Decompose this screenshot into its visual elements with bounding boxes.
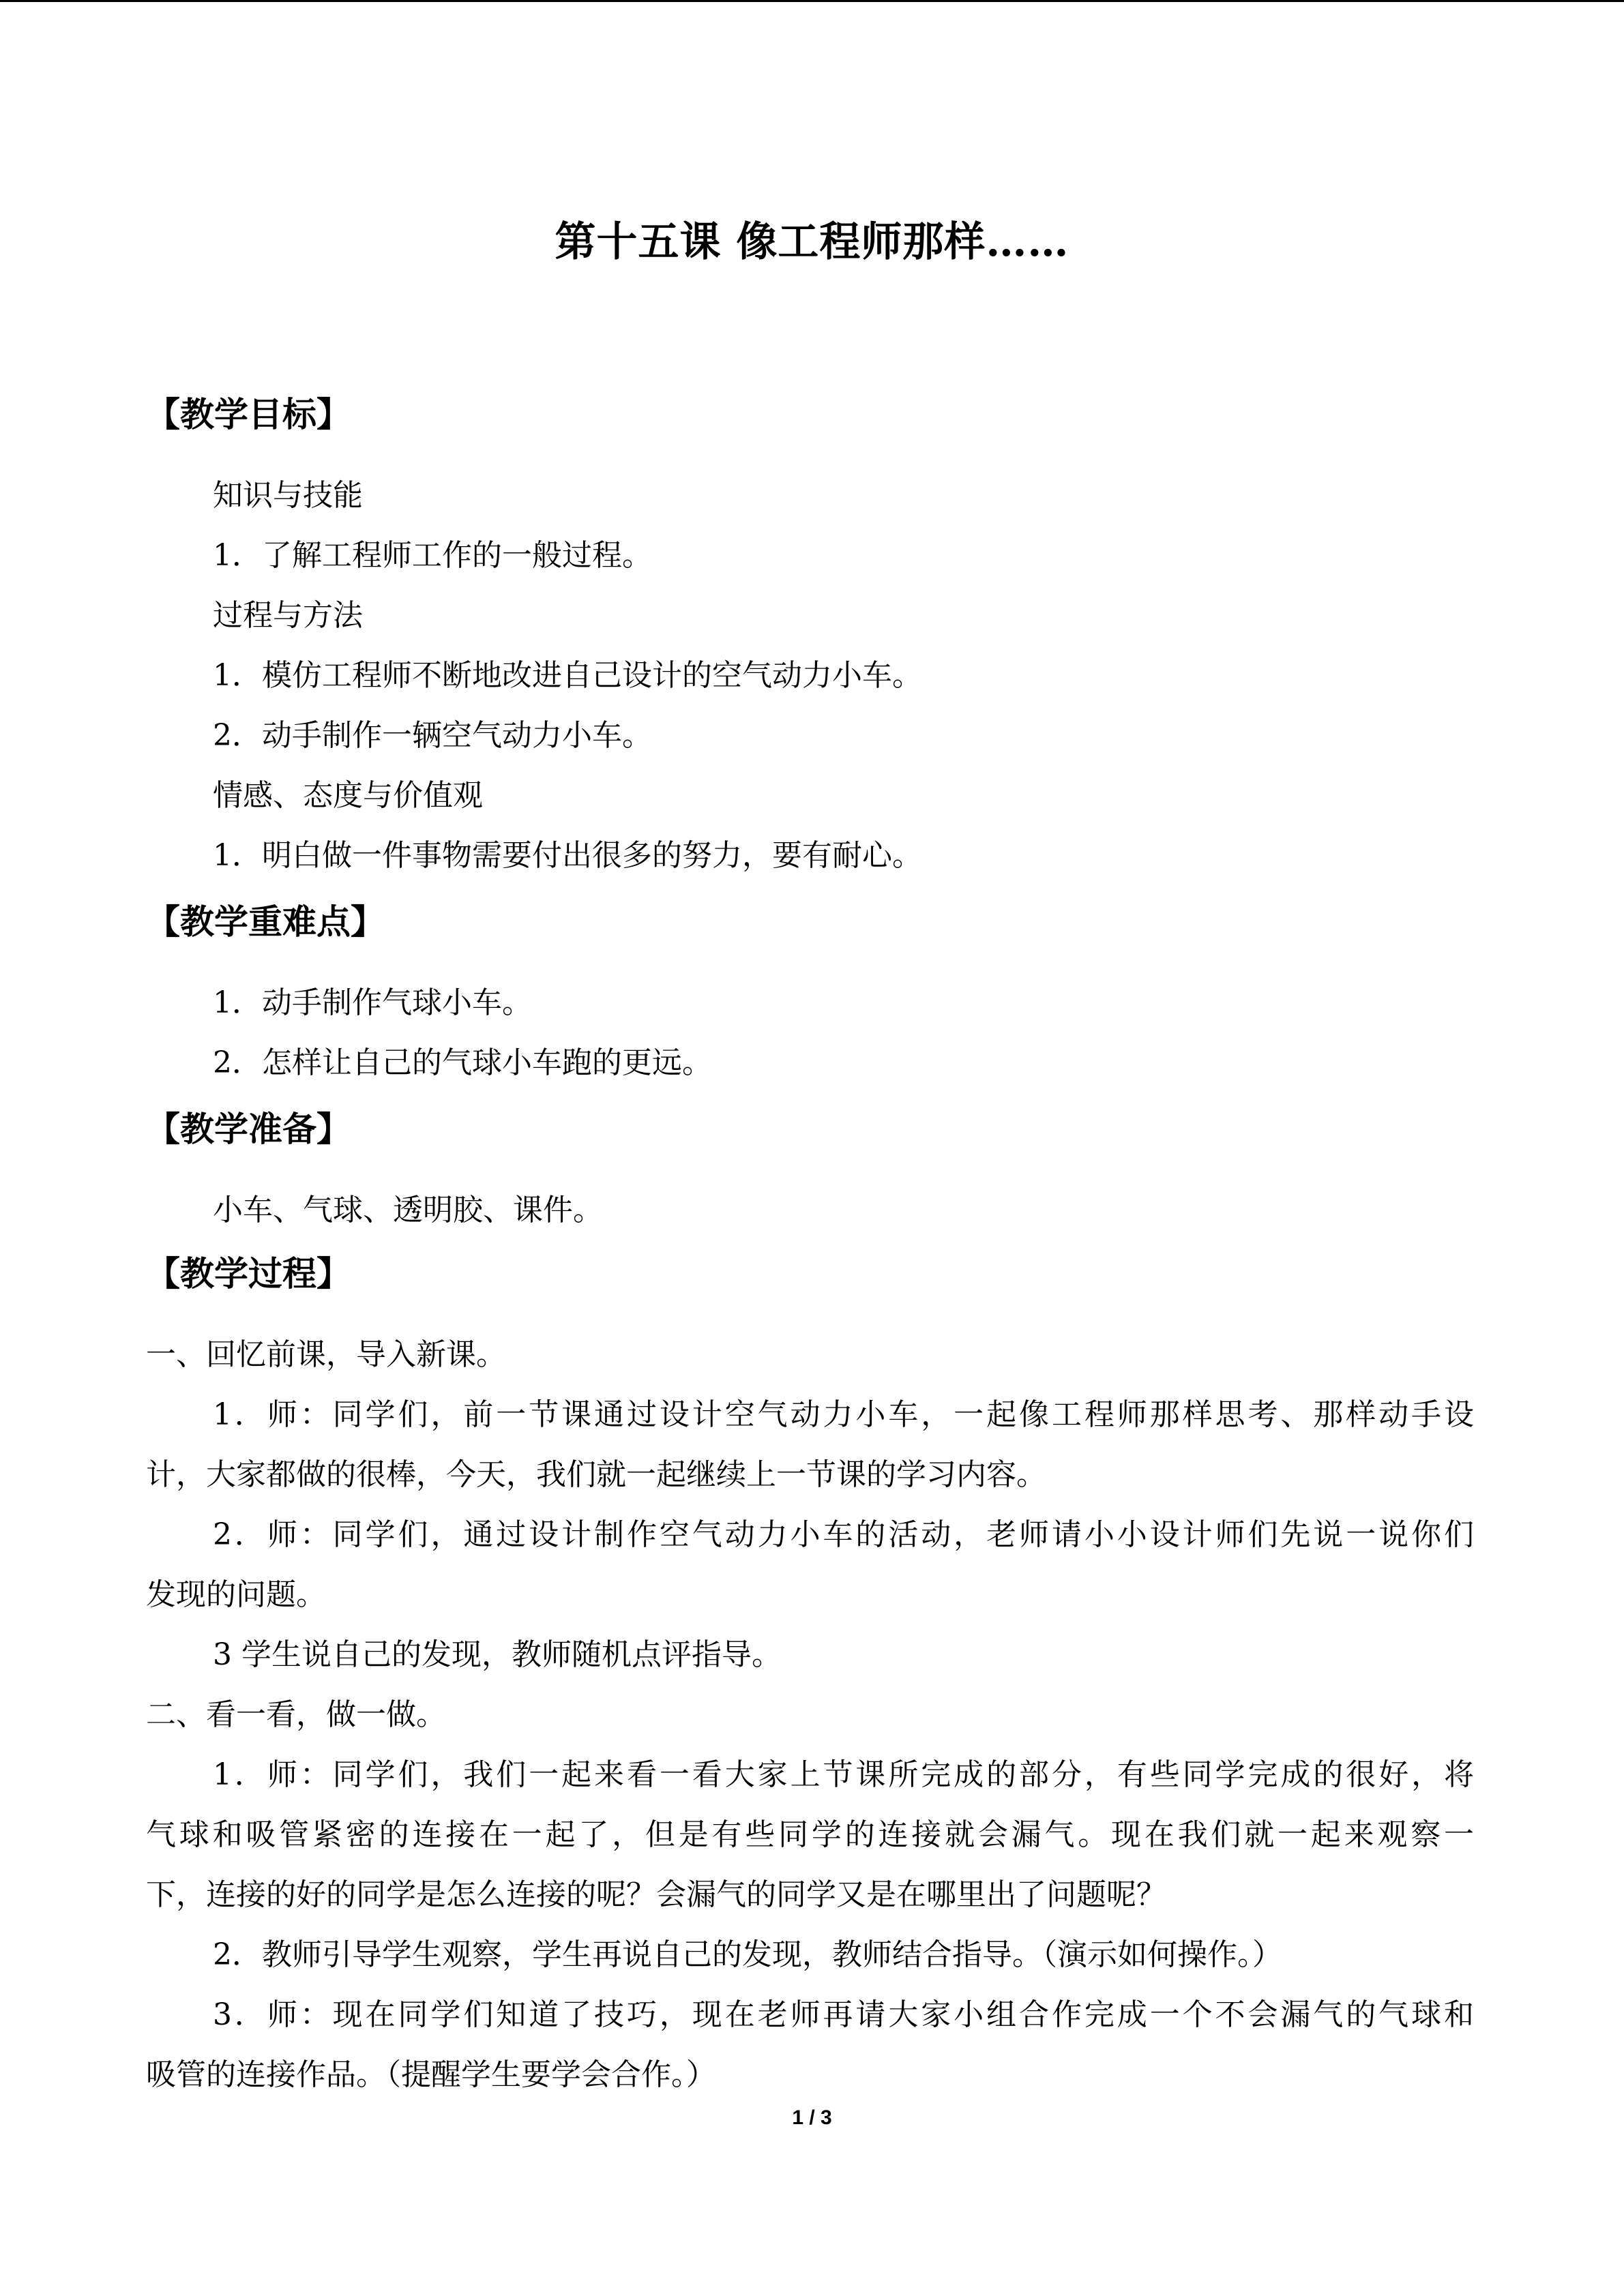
knowledge-item-1: 1．了解工程师工作的一般过程。 (213, 538, 652, 573)
s1-paragraph-3: 3 学生说自己的发现，教师随机点评指导。 (213, 1637, 782, 1672)
preparation-materials: 小车、气球、透明胶、课件。 (213, 1193, 603, 1227)
objectives-heading: 【教学目标】 (146, 394, 351, 434)
process-label: 过程与方法 (213, 598, 363, 633)
section-2-title: 二、看一看，做一做。 (146, 1697, 446, 1732)
knowledge-label: 知识与技能 (213, 478, 363, 513)
key-points-heading: 【教学重难点】 (146, 901, 385, 942)
page-number: 1 / 3 (792, 2106, 832, 2129)
emotion-label: 情感、态度与价值观 (213, 778, 483, 813)
key-point-2: 2．怎样让自己的气球小车跑的更远。 (213, 1045, 712, 1080)
section-1-title: 一、回忆前课，导入新课。 (146, 1337, 506, 1372)
s1-paragraph-1-line-2: 计，大家都做的很棒，今天，我们就一起继续上一节课的学习内容。 (146, 1457, 1046, 1492)
preparation-heading: 【教学准备】 (146, 1109, 351, 1149)
s2-paragraph-1-line-3: 下，连接的好的同学是怎么连接的呢？会漏气的同学又是在哪里出了问题呢？ (146, 1877, 1166, 1912)
s2-paragraph-1-line-1: 1．师：同学们，我们一起来看一看大家上节课所完成的部分，有些同学完成的很好，将 (213, 1757, 1474, 1792)
s1-paragraph-2-line-1: 2．师：同学们，通过设计制作空气动力小车的活动，老师请小小设计师们先说一说你们 (213, 1517, 1474, 1552)
s1-paragraph-1-line-1: 1．师：同学们，前一节课通过设计空气动力小车，一起像工程师那样思考、那样动手设 (213, 1397, 1474, 1432)
emotion-item-1: 1．明白做一件事物需要付出很多的努力，要有耐心。 (213, 838, 922, 873)
process-item-2: 2．动手制作一辆空气动力小车。 (213, 718, 652, 753)
document-title: 第十五课 像工程师那样…… (555, 218, 1069, 266)
s1-paragraph-2-line-2: 发现的问题。 (146, 1577, 326, 1612)
s2-paragraph-3-line-1: 3．师：现在同学们知道了技巧，现在老师再请大家小组合作完成一个不会漏气的气球和 (213, 1997, 1474, 2032)
process-item-1: 1．模仿工程师不断地改进自己设计的空气动力小车。 (213, 658, 922, 693)
s2-paragraph-3-line-2: 吸管的连接作品。（提醒学生要学会合作。） (146, 2057, 716, 2092)
s2-paragraph-1-line-2: 气球和吸管紧密的连接在一起了，但是有些同学的连接就会漏气。现在我们就一起来观察一 (146, 1817, 1474, 1852)
procedure-heading: 【教学过程】 (146, 1253, 351, 1294)
key-point-1: 1．动手制作气球小车。 (213, 985, 532, 1020)
s2-paragraph-2: 2．教师引导学生观察，学生再说自己的发现，教师结合指导。（演示如何操作。） (213, 1937, 1282, 1972)
